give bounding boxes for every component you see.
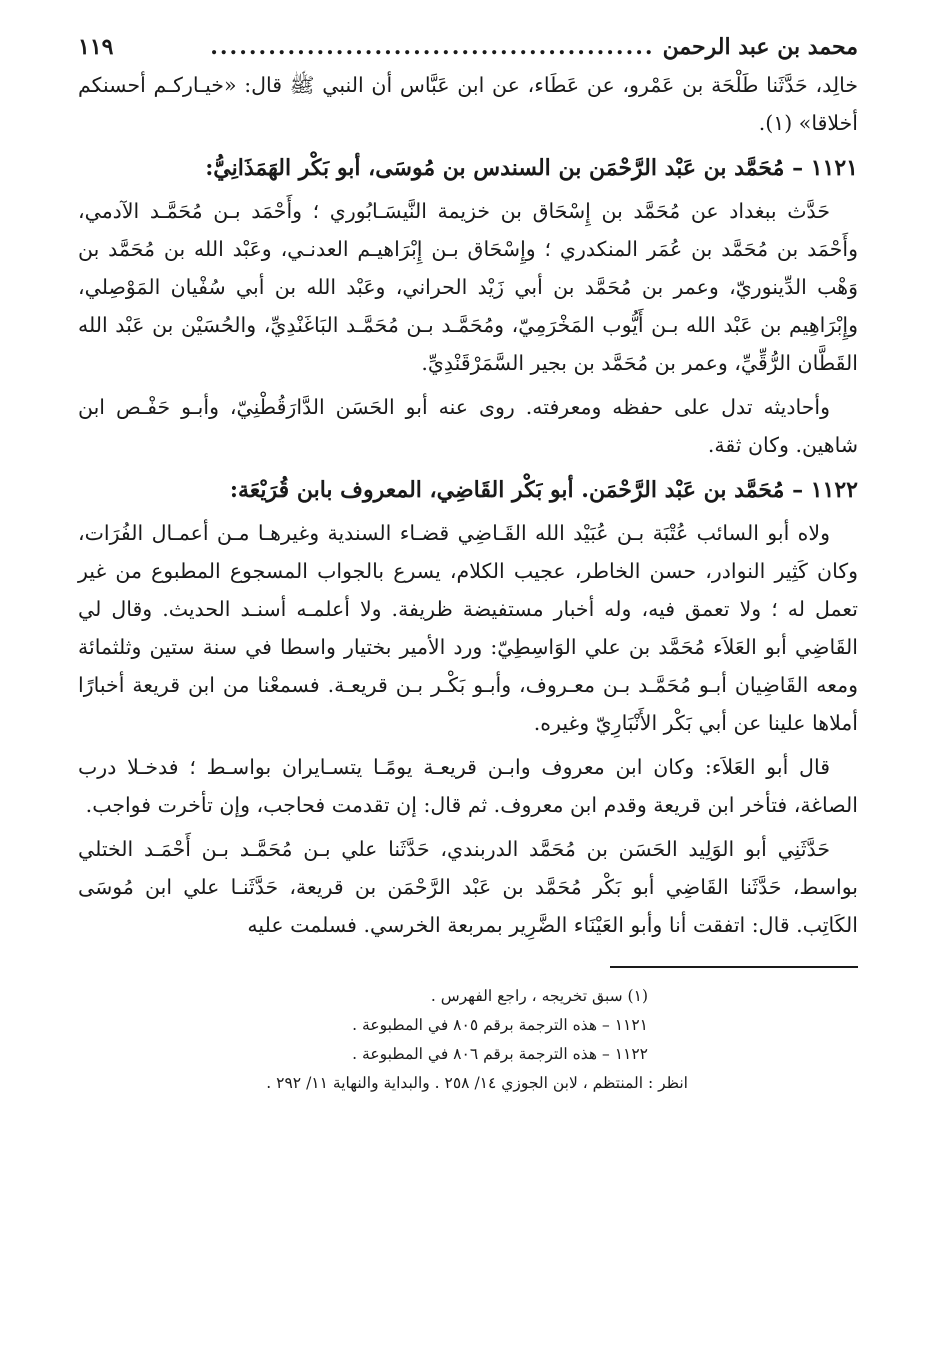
- entry-1121-paragraph-1: حَدَّث ببغداد عن مُحَمَّد بن إِسْحَاق بن خزيمة النَّيسَـابُوري ؛ وأَحْمَد بـن مُحَمَّـد الآدمي، وأَحْمَد بن مُحَمَّد بن عُمَر المنكدري ؛ وإِسْحَاق بـن إِبْرَاهيـم العدنـي، وعَبْد الله بن مُحَمَّد بن وَهْب الدِّينوريّ، وعمر بن مُحَمَّد بن أبي زَيْد الحراني، وعَبْد الله بن أبي سُفْيان المَوْصِلي، وإِبْرَاهِيم بن عَبْد الله بـن أَيُّوب المَخْرَمِيّ، ومُحَمَّـد بـن مُحَمَّـد البَاغَنْدِيِّ، والحُسَيْن بن عَبْد الله القَطَّان الرُّقِّيِّ، وعمر بن مُحَمَّد بن بجير السَّمَرْقَنْدِيِّ.: [78, 199, 858, 375]
- footnote-3: ١١٢٢ – هذه الترجمة برقم ٨٠٦ في المطبوعة .: [352, 1045, 648, 1063]
- page-number: ١١٩: [78, 34, 114, 60]
- running-header: [78, 28, 858, 66]
- leader-dots: ..............................................: [210, 34, 655, 60]
- book-page: [78, 28, 858, 1348]
- footnote-1: (١) سبق تخريجه ، راجع الفهرس .: [430, 987, 648, 1005]
- running-title: محمد بن عبد الرحمن: [662, 34, 858, 60]
- footnotes: [78, 982, 858, 1098]
- entry-1122-paragraph-1: ولاه أبو السائب عُتْبَة بـن عُبَيْد الله القَـاضِي قضـاء السندية وغيرهـا مـن أعمـال الفُرَات، وكان كَثِير النوادر، حسن الخاطر، عجيب الكلام، يسرع بالجواب المسجوع المطبوع من غير تعمل له ؛ ولا تعمق فيه، وله أخبار مستفيضة ظريفة. ولا أعلمـه أسنـد الحديث. وقال لي القَاضِي أبو العَلاَء مُحَمَّد بن علي الوَاسِطِيّ: ورد الأمير بختيار واسطا في سنة ستين وثلثمائة ومعه القَاضِيان أبـو مُحَمَّـد بـن معـروف، وأبـو بَكْـر بـن قريعـة. فسمعْنا من ابن قريعة أخبارًا أملاها علينا عن أبي بَكْر الأَنْبَارِيّ وغيره.: [78, 521, 858, 735]
- footnote-separator: [610, 966, 858, 968]
- entry-1122-paragraph-3: حَدَّثَنِي أبو الوَلِيد الحَسَن بن مُحَمَّد الدربندي، حَدَّثَنا علي بـن مُحَمَّـد بـن أَحْمَـد الختلي بواسط، حَدَّثَنا القَاضِي أبو بَكْر مُحَمَّد بن عَبْد الرَّحْمَن بن قريعة، حَدَّثَنـا علي ابن مُوسَى الكَاتِب. قال: اتفقت أنا وأبو العَيْنَاء الضَّرِير بمربعة الخرسي. فسلمت عليه: [78, 837, 858, 937]
- entry-1121-paragraph-2: وأحاديثه تدل على حفظه ومعرفته. روى عنه أبو الحَسَن الدَّارَقُطْنِيّ، وأبـو حَفْـص ابن شاهين. وكان ثقة.: [78, 395, 858, 457]
- entry-1122-paragraph-2: قال أبو العَلاَء: وكان ابن معروف وابـن قريعـة يومًـا يتسـايران بواسـط ؛ فدخـلا درب الصاغة، فتأخر ابن قريعة وقدم ابن معروف. ثم قال: إن تقدمت فحاجب، وإن تأخرت فواجب.: [78, 755, 858, 817]
- entry-heading-1121: ١١٢١ – مُحَمَّد بن عَبْد الرَّحْمَن بن السندس بن مُوسَى، أبو بَكْر الهَمَذَانِيُّ:: [205, 155, 858, 181]
- footnote-4: انظر : المنتظم ، لابن الجوزي ١٤/ ٢٥٨ . والبداية والنهاية ١١/ ٢٩٢ .: [266, 1074, 688, 1092]
- continuation-paragraph: خالِد، حَدَّثَنا طَلْحَة بن عَمْرو، عن عَطَاء، عن ابن عَبَّاس أن النبي ﷺ قال: «خيـاركـم أحسنكم أخلاقا» (١).: [78, 73, 858, 135]
- footnote-2: ١١٢١ – هذه الترجمة برقم ٨٠٥ في المطبوعة .: [352, 1016, 648, 1034]
- entry-heading-1122: ١١٢٢ – مُحَمَّد بن عَبْد الرَّحْمَن. أبو بَكْر القَاضِي، المعروف بابن قُرَيْعَة:: [229, 477, 858, 503]
